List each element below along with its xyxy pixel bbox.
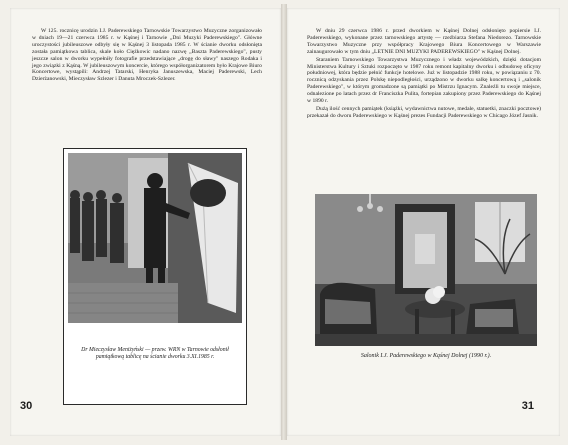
right-page-text [307,28,541,120]
right-page-number: 31 [521,400,534,412]
right-paragraph-3: Dużą ilość cennych pamiątek (książki, wydawnictwa nutowe, medale, statuetki, znaczki pocztowe) przekazał do dworu Paderewskiego w Kąśnej prezes Fundacji Paderewskiego w Chicago Józef Jasnik. [307,105,541,119]
left-page-text [32,28,262,83]
right-paragraph-2: Staraniem Tarnowskiego Towarzystwa Muzycznego i władz wojewódzkich, dzięki dotacjom Ministerstwa Kultury i Sztuki rozpoczęto w 1987 roku remont kapitalny dworku i odbudowę oficyny południowej, która będzie pełnić funkcje hotelowe. Już w listopadzie 1988 roku, w powiązaniu z 70. rocznicą odzyskania przez Polskę niepodległości, urządzono w dworku salkę koncertową i „salonik Paderewskiego", w którym gromadzone są pamiątki po Mistrzu Ignacym. Znaleźli tu swoje miejsce, odnalezione po latach przez dr Franciszka Pulita, fortepian zakupiony przez Paderewskiego do Kąśnej w 1890 r. [307,56,541,105]
left-page-number: 30 [20,400,33,412]
left-page [10,8,281,436]
left-photo-frame [63,148,247,405]
right-paragraph-1: W dniu 29 czerwca 1986 r. przed dworkiem w Kąśnej Dolnej odsłonięto popiersie I.J. Paderewskiego, wykonane przez tarnowskiego artystę — rzeźbiarza Stefana Niedorezo. Tarnowskie Towarzystwo Muzyczne przy współpracy Krajowego Biura Koncertowego w Warszawie zainaugurowało w tym dniu „LETNIE DNI MUZYKI PADEREWSKIEGO" w Kąśnej Dolnej. [307,28,541,55]
plaque-unveiling-photo [68,153,242,323]
left-paragraph-1: W 125. rocznicę urodzin I.J. Paderewskiego Tarnowskie Towarzystwo Muzyczne zorganizowało w dniach 19—21 czerwca 1985 r. w Kąśnej i Tarnowie „Dni Muzyki Paderewskiego". Główne uroczystości jubileuszowe odbyły się w Kąśnej 3 listopada 1985 r. W ścianie dworku odsłonięta została pamiątkowa tablica, skale koło Cięźkowic nadano nazwę „Baszta Paderewskiego", pusty jeszcze salon w dworku wypełniły fotografie przedstawiające „drogę do sławy" naszego Rodaka i jego związki z Kąśną. W jubileuszowym koncercie, którego współorganizatorem było Krajowe Biuro Koncertowe, wystąpili: Andrzej Tatarski, Henryka Januszewska, Maciej Paderewski, Lech Dzierżanowski, Mieczysław Szlezer i Danuta Mroczek-Szlezer. [32,28,262,83]
right-photo-caption: Salonik I.J. Paderewskiego w Kąśnej Dolnej (1990 r.). [360,353,492,359]
right-page [287,8,560,436]
salon-interior-photo [315,194,537,346]
left-photo-caption: Dr Mieczysław Meniżyński — przew. WRN w Tarnowie odsłonił pamiątkową tablicę na ścianie dworku 3.XI.1985 r. [81,347,229,360]
